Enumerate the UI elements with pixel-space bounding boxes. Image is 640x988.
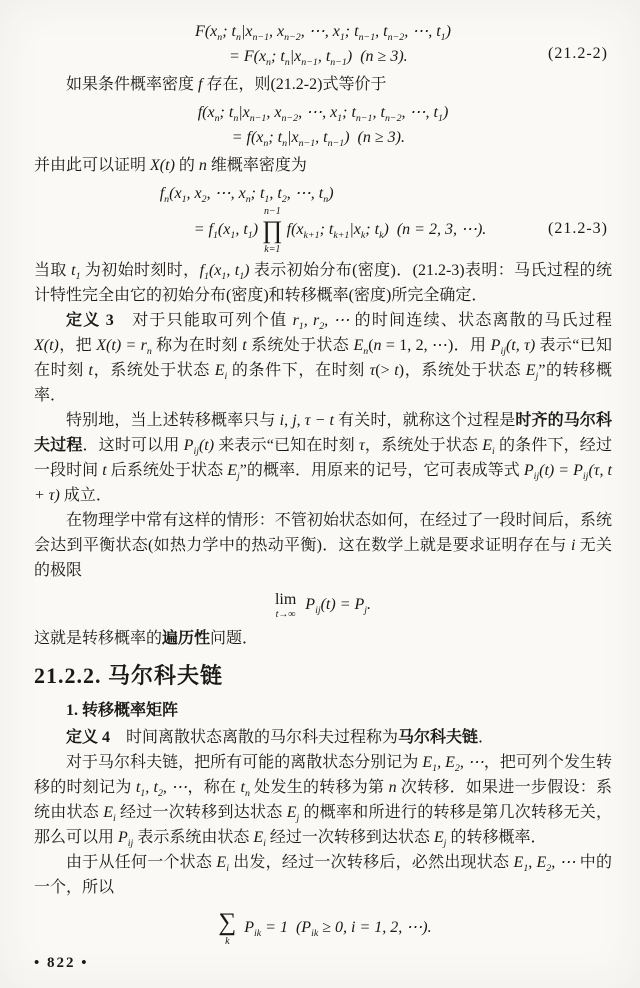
sum-operator: [218, 910, 236, 948]
paragraph-definition-4: 定义 4 时间离散状态离散的马尔科夫过程称为马尔科夫链．: [66, 728, 495, 746]
equation-line: $f(x_n$; $t_n|x_{n-1}$, $x_{n-2}$, ⋯, $x_1$; $t_{n-1}$, $t_{n-2}$, ⋯, $t_1$): [197, 104, 449, 125]
paragraph-n-dim-density-intro: 并由此可以证明 X(t) 的 n 维概率密度为: [34, 157, 307, 174]
paragraph-one-step-transition: 由于从任何一个状态 $E_i$ 出发，经过一次转移后，必然出现状态 $E_1$, $E_2$, ⋯ 中的一个，所以: [34, 853, 612, 896]
page-number: • 822 •: [34, 955, 89, 971]
sum-symbol: ∑: [218, 908, 237, 936]
paragraph-physics-equilibrium: 在物理学中常有这样的情形：不管初始状态如何，在经过了一段时间后，系统会达到平衡状态(如热力学中的热动平衡)．这在数学上就是要求证明存在与 i 无关的极限: [34, 512, 612, 580]
equation-limit: [34, 591, 612, 620]
limit-word: lim: [274, 591, 297, 609]
equation-segment: $P_{ij}(t) = P_j$.: [305, 596, 372, 617]
paragraph-markov-chain-states: 对于马尔科夫链，把所有可能的离散状态分别记为 $E_1$, $E_2$, ⋯，把可列个发生转移的时刻记为 $t_1$, $t_2$, ⋯，称在 $t_n$ 处发生的转移为第 n 次转移．如果进一步假设：系统由状态 $E_i$ 经过一次转移到达状态 $E_j$ 的概率和所进行的转移是第几次转移无关，那么可以用 $P_{ij}$ 表示系统由状态 $E_i$ 经过一次转移到达状态 $E_j$ 的转移概率．: [34, 753, 612, 850]
equation-21-2-3: [34, 181, 612, 255]
paragraph-equivalence-intro: 如果条件概率密度 f 存在，则(21.2-2)式等价于: [66, 76, 387, 93]
subsection-heading: 1. 转移概率矩阵: [66, 701, 179, 719]
equation-segment: = $f_1(x_1$, $t_1$): [193, 221, 259, 242]
equation-line: = $F(x_n$; $t_n|x_{n-1}$, $t_{n-1}$) (n ≥ 3).: [229, 48, 408, 69]
equation-segment: $P_{ik} = 1$ ($P_{ik} \ge 0$, i = 1, 2, ⋯).: [244, 919, 432, 940]
paragraph-initial-distribution: 当取 $t_1$ 为初始时刻时，$f_1(x_1$, $t_1$) 表示初始分布(密度)．(21.2-3)表明：马氏过程的统计特性完全由它的初始分布(密度)和转移概率(密度)所完全确定．: [34, 262, 612, 305]
equation-sum-transition: [34, 910, 612, 948]
equation-number: (21.2-2): [548, 45, 608, 62]
section-heading: 21.2.2. 马尔科夫链: [34, 662, 224, 688]
equation-number: (21.2-3): [548, 220, 608, 238]
paragraph-definition-3: 定义 3 对于只能取可列个值 $r_1$, $r_2$, ⋯ 的时间连续、状态离散的马氏过程 X(t)，把 $X(t) = r_n$ 称为在时刻 t 系统处于状态 $E_n(n = 1$, 2, ⋯)．用 $P_{ij}(t$, τ) 表示“已知在时刻 t，系统处于状态 $E_i$ 的条件下，在时刻 τ(> t)，系统处于状态 $E_j$”的转移概率．: [34, 312, 612, 405]
paragraph-time-homogeneous: 特别地，当上述转移概率只与 i, j, τ − t 有关时，就称这个过程是时齐的马尔科夫过程．这时可以用 $P_{ij}(t)$ 来表示“已知在时刻 τ，系统处于状态 $E_i$ 的条件下，经过一段时间 t 后系统处于状态 $E_j$”的概率．用原来的记号，它可表成等式 $P_{ij}(t) = P_{ij}(\tau$, t + τ) 成立．: [34, 412, 612, 505]
sum-lower-limit: k: [225, 936, 230, 948]
equation-line: = $f(x_n$; $t_n|x_{n-1}$, $t_{n-1}$) (n ≥ 3).: [231, 129, 405, 150]
equation-segment: $f(x_{k+1}$; $t_{k+1}|x_k$; $t_k$) (n = 2, 3, ⋯).: [286, 221, 487, 242]
product-upper-limit: n−1: [263, 206, 281, 217]
equation-line: $F(x_n$; $t_n|x_{n-1}$, $x_{n-2}$, ⋯, $x_1$; $t_{n-1}$, $t_{n-2}$, ⋯, $t_1$): [195, 23, 451, 44]
limit-operator: [275, 591, 296, 620]
paragraph-ergodicity: 这就是转移概率的遍历性问题．: [34, 629, 259, 647]
equation-density-equivalent: [34, 100, 612, 150]
product-operator: [262, 206, 283, 255]
product-lower-limit: k=1: [264, 243, 281, 255]
equation-line: [160, 206, 487, 255]
equation-21-2-2: [34, 19, 612, 69]
product-symbol: ∏: [262, 216, 283, 244]
equation-line: $f_n(x_1$, $x_2$, ⋯, $x_n$; $t_1$, $t_2$, ⋯, $t_n$): [159, 185, 334, 206]
limit-subscript: t→∞: [275, 608, 296, 620]
